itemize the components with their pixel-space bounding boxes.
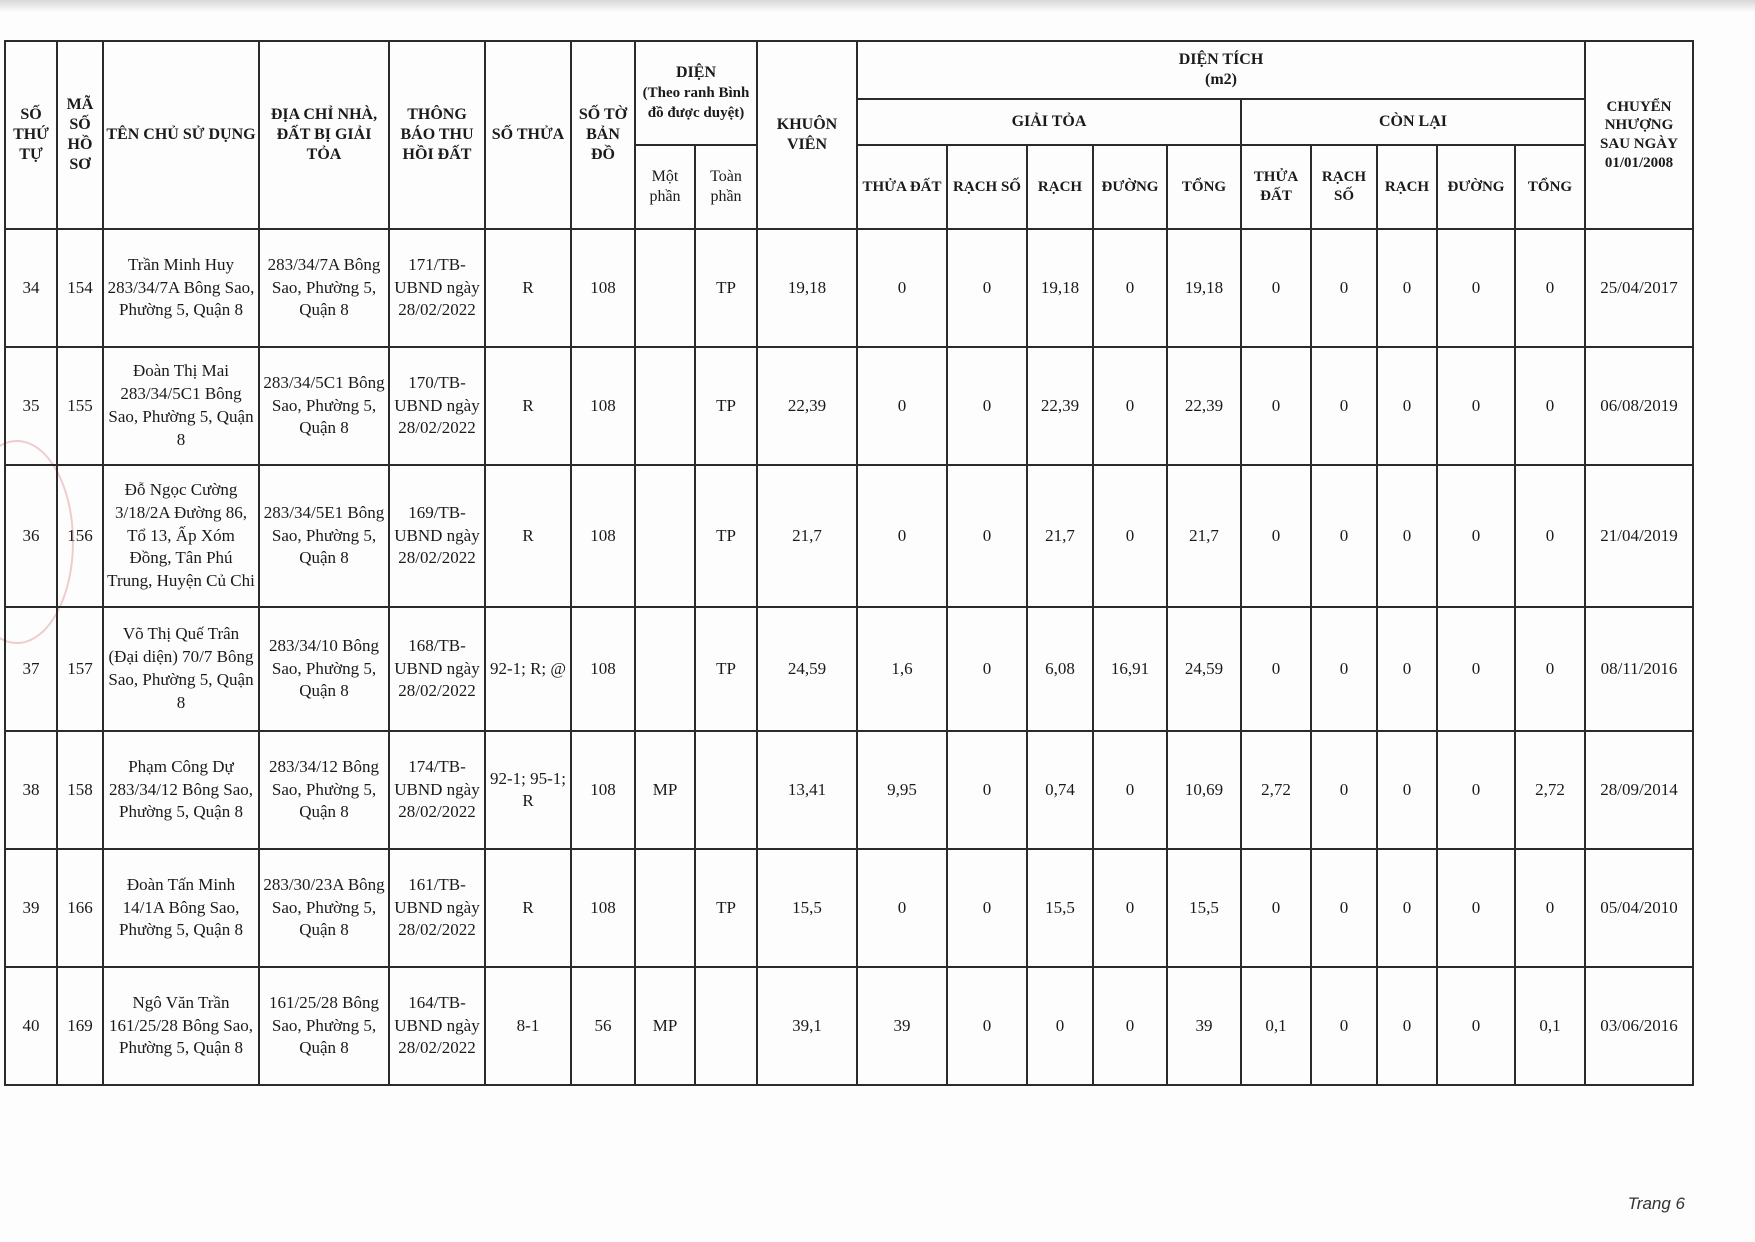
- cell-ten: Ngô Văn Trần 161/25/28 Bông Sao, Phường 5, Quận 8: [103, 967, 259, 1085]
- cell-gt-duong: 0: [1093, 849, 1167, 967]
- cell-stt: 39: [5, 849, 57, 967]
- header-khuon-vien: KHUÔN VIÊN: [757, 41, 857, 229]
- cell-ten: Đỗ Ngọc Cường 3/18/2A Đường 86, Tổ 13, Ấp Xóm Đồng, Tân Phú Trung, Huyện Củ Chi: [103, 465, 259, 607]
- cell-khuon-vien: 22,39: [757, 347, 857, 465]
- cell-mot-phan: MP: [635, 731, 695, 849]
- cell-gt-thua: 9,95: [857, 731, 947, 849]
- cell-cl-rach-so: 0: [1311, 849, 1377, 967]
- header-ten: TÊN CHỦ SỬ DỤNG: [103, 41, 259, 229]
- cell-ma: 156: [57, 465, 103, 607]
- cell-toan-phan: TP: [695, 347, 757, 465]
- cell-ma: 169: [57, 967, 103, 1085]
- cell-gt-thua: 0: [857, 465, 947, 607]
- cell-cl-thua: 2,72: [1241, 731, 1311, 849]
- cell-gt-duong: 0: [1093, 731, 1167, 849]
- cell-so-to: 56: [571, 967, 635, 1085]
- cell-cl-duong: 0: [1437, 607, 1515, 731]
- cell-ten: Võ Thị Quế Trân (Đại diện) 70/7 Bông Sao, Phường 5, Quận 8: [103, 607, 259, 731]
- cell-gt-rach-so: 0: [947, 967, 1027, 1085]
- cell-gt-rach: 21,7: [1027, 465, 1093, 607]
- header-toan-phan: Toàn phần: [695, 145, 757, 229]
- cell-ma: 157: [57, 607, 103, 731]
- cell-gt-tong: 21,7: [1167, 465, 1241, 607]
- cell-so-thua: R: [485, 849, 571, 967]
- header-stt: SỐ THỨ TỰ: [5, 41, 57, 229]
- cell-khuon-vien: 15,5: [757, 849, 857, 967]
- cell-cl-rach: 0: [1377, 731, 1437, 849]
- table-row: [5, 967, 1693, 1085]
- header-gt-thua-dat: THỬA ĐẤT: [857, 145, 947, 229]
- cell-cl-duong: 0: [1437, 849, 1515, 967]
- cell-dia-chi: 283/34/5E1 Bông Sao, Phường 5, Quận 8: [259, 465, 389, 607]
- cell-stt: 34: [5, 229, 57, 347]
- cell-chuyen: 05/04/2010: [1585, 849, 1693, 967]
- scan-top-shadow: [0, 0, 1755, 12]
- cell-so-to: 108: [571, 347, 635, 465]
- cell-thong-bao: 174/TB-UBND ngày 28/02/2022: [389, 731, 485, 849]
- cell-cl-thua: 0: [1241, 849, 1311, 967]
- cell-toan-phan: [695, 967, 757, 1085]
- header-cl-thua-dat: THỬA ĐẤT: [1241, 145, 1311, 229]
- cell-toan-phan: TP: [695, 465, 757, 607]
- cell-gt-tong: 10,69: [1167, 731, 1241, 849]
- cell-gt-thua: 0: [857, 347, 947, 465]
- cell-toan-phan: TP: [695, 607, 757, 731]
- compensation-table: [4, 40, 1694, 1086]
- cell-gt-duong: 0: [1093, 967, 1167, 1085]
- header-dia-chi: ĐỊA CHỈ NHÀ, ĐẤT BỊ GIẢI TỎA: [259, 41, 389, 229]
- table-row: [5, 229, 1693, 347]
- cell-thong-bao: 168/TB-UBND ngày 28/02/2022: [389, 607, 485, 731]
- cell-khuon-vien: 21,7: [757, 465, 857, 607]
- cell-toan-phan: TP: [695, 229, 757, 347]
- cell-cl-rach-so: 0: [1311, 607, 1377, 731]
- cell-gt-rach-so: 0: [947, 229, 1027, 347]
- cell-toan-phan: TP: [695, 849, 757, 967]
- header-con-lai: CÒN LẠI: [1241, 99, 1585, 145]
- cell-cl-rach-so: 0: [1311, 731, 1377, 849]
- cell-cl-thua: 0: [1241, 229, 1311, 347]
- cell-so-to: 108: [571, 229, 635, 347]
- cell-gt-thua: 1,6: [857, 607, 947, 731]
- cell-gt-tong: 19,18: [1167, 229, 1241, 347]
- cell-ten: Phạm Công Dự 283/34/12 Bông Sao, Phường 5, Quận 8: [103, 731, 259, 849]
- cell-thong-bao: 161/TB-UBND ngày 28/02/2022: [389, 849, 485, 967]
- cell-chuyen: 06/08/2019: [1585, 347, 1693, 465]
- cell-so-to: 108: [571, 731, 635, 849]
- cell-thong-bao: 171/TB-UBND ngày 28/02/2022: [389, 229, 485, 347]
- header-dien-tich-unit: (m2): [1205, 71, 1237, 88]
- header-chuyen-nhuong: CHUYỂN NHƯỢNG SAU NGÀY 01/01/2008: [1585, 41, 1693, 229]
- cell-dia-chi: 283/34/12 Bông Sao, Phường 5, Quận 8: [259, 731, 389, 849]
- header-gt-duong: ĐƯỜNG: [1093, 145, 1167, 229]
- cell-dia-chi: 161/25/28 Bông Sao, Phường 5, Quận 8: [259, 967, 389, 1085]
- cell-cl-rach: 0: [1377, 967, 1437, 1085]
- cell-cl-rach-so: 0: [1311, 229, 1377, 347]
- cell-cl-tong: 0: [1515, 849, 1585, 967]
- cell-gt-rach-so: 0: [947, 849, 1027, 967]
- cell-mot-phan: MP: [635, 967, 695, 1085]
- cell-cl-tong: 0: [1515, 607, 1585, 731]
- cell-khuon-vien: 39,1: [757, 967, 857, 1085]
- cell-cl-tong: 0: [1515, 465, 1585, 607]
- table-body: [5, 229, 1693, 1085]
- cell-gt-rach: 15,5: [1027, 849, 1093, 967]
- cell-ten: Đoàn Tấn Minh 14/1A Bông Sao, Phường 5, Quận 8: [103, 849, 259, 967]
- header-gt-rach-so: RẠCH SỐ: [947, 145, 1027, 229]
- cell-so-thua: R: [485, 465, 571, 607]
- cell-so-to: 108: [571, 849, 635, 967]
- cell-cl-thua: 0: [1241, 347, 1311, 465]
- cell-stt: 36: [5, 465, 57, 607]
- header-cl-rach: RẠCH: [1377, 145, 1437, 229]
- cell-gt-thua: 0: [857, 229, 947, 347]
- header-mot-phan: Một phần: [635, 145, 695, 229]
- table-header: [5, 41, 1693, 229]
- header-giai-toa: GIẢI TỎA: [857, 99, 1241, 145]
- table-row: [5, 465, 1693, 607]
- cell-gt-thua: 0: [857, 849, 947, 967]
- cell-gt-rach-so: 0: [947, 347, 1027, 465]
- header-dien-sub: (Theo ranh Bình đồ được duyệt): [642, 85, 750, 121]
- header-dien-title: DIỆN: [675, 64, 716, 81]
- cell-mot-phan: [635, 229, 695, 347]
- table-row: [5, 607, 1693, 731]
- cell-ma: 155: [57, 347, 103, 465]
- cell-cl-rach-so: 0: [1311, 465, 1377, 607]
- cell-cl-rach: 0: [1377, 229, 1437, 347]
- cell-mot-phan: [635, 849, 695, 967]
- cell-ma: 158: [57, 731, 103, 849]
- cell-cl-thua: 0: [1241, 607, 1311, 731]
- cell-cl-duong: 0: [1437, 967, 1515, 1085]
- cell-cl-rach-so: 0: [1311, 347, 1377, 465]
- cell-gt-tong: 24,59: [1167, 607, 1241, 731]
- cell-ten: Đoàn Thị Mai 283/34/5C1 Bông Sao, Phường 5, Quận 8: [103, 347, 259, 465]
- land-clearance-sheet: [4, 40, 1692, 1086]
- cell-gt-duong: 0: [1093, 229, 1167, 347]
- cell-cl-thua: 0: [1241, 465, 1311, 607]
- cell-gt-tong: 22,39: [1167, 347, 1241, 465]
- cell-chuyen: 21/04/2019: [1585, 465, 1693, 607]
- cell-gt-duong: 0: [1093, 465, 1167, 607]
- cell-chuyen: 03/06/2016: [1585, 967, 1693, 1085]
- header-gt-tong: TỔNG: [1167, 145, 1241, 229]
- cell-gt-rach: 19,18: [1027, 229, 1093, 347]
- cell-stt: 35: [5, 347, 57, 465]
- cell-ma: 166: [57, 849, 103, 967]
- cell-cl-rach: 0: [1377, 607, 1437, 731]
- header-cl-rach-so: RẠCH SỐ: [1311, 145, 1377, 229]
- cell-gt-rach: 6,08: [1027, 607, 1093, 731]
- header-gt-rach: RẠCH: [1027, 145, 1093, 229]
- cell-cl-duong: 0: [1437, 465, 1515, 607]
- cell-toan-phan: [695, 731, 757, 849]
- cell-thong-bao: 164/TB-UBND ngày 28/02/2022: [389, 967, 485, 1085]
- cell-thong-bao: 169/TB-UBND ngày 28/02/2022: [389, 465, 485, 607]
- cell-cl-duong: 0: [1437, 229, 1515, 347]
- header-ma-so: MÃ SỐ HỒ SƠ: [57, 41, 103, 229]
- header-dien-tich-title: DIỆN TÍCH: [1178, 51, 1264, 68]
- cell-thong-bao: 170/TB-UBND ngày 28/02/2022: [389, 347, 485, 465]
- cell-gt-rach-so: 0: [947, 731, 1027, 849]
- header-dien-tich: [857, 41, 1585, 99]
- cell-stt: 37: [5, 607, 57, 731]
- cell-stt: 38: [5, 731, 57, 849]
- cell-mot-phan: [635, 347, 695, 465]
- cell-mot-phan: [635, 607, 695, 731]
- header-thong-bao: THÔNG BÁO THU HỒI ĐẤT: [389, 41, 485, 229]
- cell-khuon-vien: 19,18: [757, 229, 857, 347]
- cell-so-thua: R: [485, 347, 571, 465]
- cell-mot-phan: [635, 465, 695, 607]
- cell-cl-tong: 0: [1515, 229, 1585, 347]
- cell-so-thua: R: [485, 229, 571, 347]
- cell-cl-rach: 0: [1377, 347, 1437, 465]
- cell-cl-rach: 0: [1377, 465, 1437, 607]
- header-so-to: SỐ TỜ BẢN ĐỒ: [571, 41, 635, 229]
- cell-cl-rach: 0: [1377, 849, 1437, 967]
- cell-so-to: 108: [571, 465, 635, 607]
- cell-gt-rach: 0,74: [1027, 731, 1093, 849]
- cell-khuon-vien: 13,41: [757, 731, 857, 849]
- cell-gt-duong: 16,91: [1093, 607, 1167, 731]
- cell-khuon-vien: 24,59: [757, 607, 857, 731]
- cell-gt-thua: 39: [857, 967, 947, 1085]
- cell-cl-tong: 0,1: [1515, 967, 1585, 1085]
- cell-cl-tong: 0: [1515, 347, 1585, 465]
- cell-stt: 40: [5, 967, 57, 1085]
- cell-gt-tong: 15,5: [1167, 849, 1241, 967]
- header-so-thua: SỐ THỬA: [485, 41, 571, 229]
- cell-ten: Trần Minh Huy 283/34/7A Bông Sao, Phường 5, Quận 8: [103, 229, 259, 347]
- header-cl-duong: ĐƯỜNG: [1437, 145, 1515, 229]
- cell-so-thua: 92-1; 95-1; R: [485, 731, 571, 849]
- cell-gt-rach: 0: [1027, 967, 1093, 1085]
- cell-dia-chi: 283/30/23A Bông Sao, Phường 5, Quận 8: [259, 849, 389, 967]
- cell-cl-rach-so: 0: [1311, 967, 1377, 1085]
- table-row: [5, 849, 1693, 967]
- cell-cl-duong: 0: [1437, 731, 1515, 849]
- cell-dia-chi: 283/34/5C1 Bông Sao, Phường 5, Quận 8: [259, 347, 389, 465]
- cell-dia-chi: 283/34/10 Bông Sao, Phường 5, Quận 8: [259, 607, 389, 731]
- cell-chuyen: 25/04/2017: [1585, 229, 1693, 347]
- cell-so-to: 108: [571, 607, 635, 731]
- page-number: Trang 6: [1627, 1194, 1685, 1213]
- cell-cl-duong: 0: [1437, 347, 1515, 465]
- table-row: [5, 347, 1693, 465]
- header-cl-tong: TỔNG: [1515, 145, 1585, 229]
- cell-so-thua: 92-1; R; @: [485, 607, 571, 731]
- cell-ma: 154: [57, 229, 103, 347]
- cell-chuyen: 28/09/2014: [1585, 731, 1693, 849]
- cell-gt-tong: 39: [1167, 967, 1241, 1085]
- cell-chuyen: 08/11/2016: [1585, 607, 1693, 731]
- table-row: [5, 731, 1693, 849]
- cell-gt-rach-so: 0: [947, 607, 1027, 731]
- cell-cl-tong: 2,72: [1515, 731, 1585, 849]
- cell-cl-thua: 0,1: [1241, 967, 1311, 1085]
- header-dien: [635, 41, 757, 145]
- cell-gt-rach-so: 0: [947, 465, 1027, 607]
- cell-gt-duong: 0: [1093, 347, 1167, 465]
- cell-gt-rach: 22,39: [1027, 347, 1093, 465]
- cell-dia-chi: 283/34/7A Bông Sao, Phường 5, Quận 8: [259, 229, 389, 347]
- cell-so-thua: 8-1: [485, 967, 571, 1085]
